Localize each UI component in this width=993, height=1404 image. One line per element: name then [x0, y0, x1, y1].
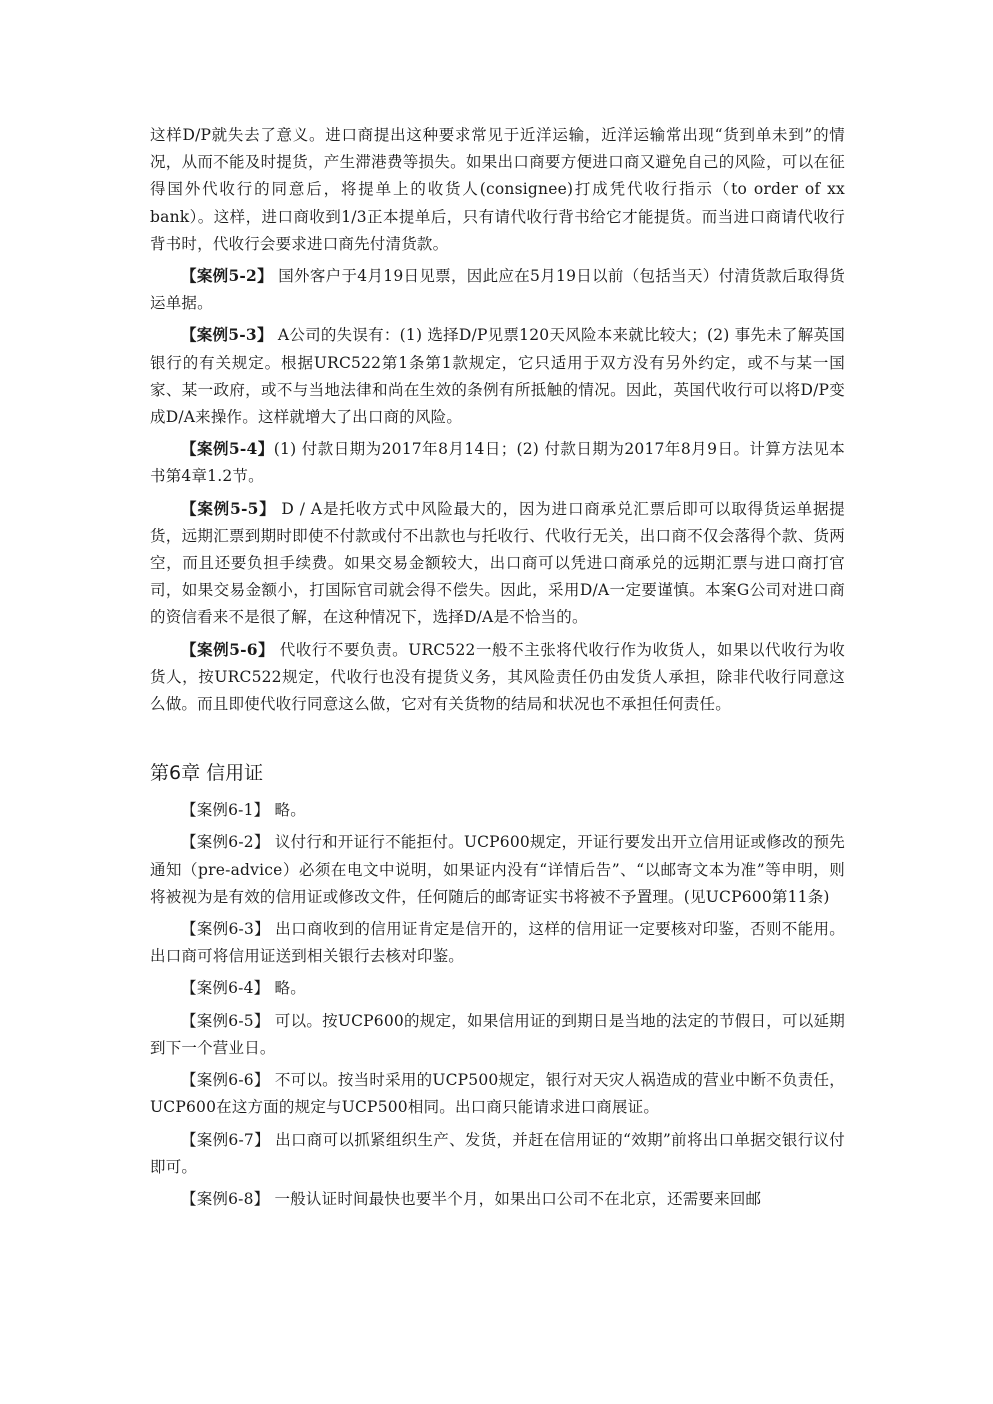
case-paragraph: [150, 435, 845, 490]
case-text: (1) 付款日期为2017年8月14日；(2) 付款日期为2017年8月9日。计算方法见本书第4章1.2节。: [150, 440, 845, 486]
case-label: 【案例6-3】: [181, 920, 271, 939]
case-paragraph: [150, 1008, 845, 1062]
case-label: 【案例6-6】: [181, 1071, 270, 1090]
chapter5-cases: [150, 262, 845, 718]
case-label: 【案例5-6】: [181, 639, 275, 659]
case-text: 代收行不要负责。URC522一般不主张将代收行作为收货人，如果以代收行为收货人，按URC522规定，代收行也没有提货义务，其风险责任仍由发货人承担，除非代收行同意这么做。而且即使代收行同意这么做，它对有关货物的结局和状况也不承担任何责任。: [150, 640, 845, 714]
case-paragraph: [150, 262, 845, 317]
case-text: 一般认证时间最快也要半个月，如果出口公司不在北京，还需要来回邮: [274, 1189, 762, 1208]
case-label: 【案例6-1】: [181, 801, 270, 820]
case-label: 【案例6-7】: [181, 1130, 270, 1149]
case-paragraph: [150, 636, 845, 719]
intro-paragraph: 这样D/P就失去了意义。进口商提出这种要求常见于近洋运输，近洋运输常出现“货到单未到”的情况，从而不能及时提货，产生滞港费等损失。如果出口商要方便进口商又避免自己的风险，可以在征得国外代收行的同意后，将提单上的收货人(consignee)打成凭代收行指示（to order of xx bank）。这样，进口商收到1/3正本提单后，只有请代收行背书给它才能提货。而当进口商请代收行背书时，代收行会要求进口商先付清货款。: [150, 126, 845, 253]
case-text: 国外客户于4月19日见票，因此应在5月19日以前（包括当天）付清货款后取得货运单据。: [150, 267, 845, 313]
case-paragraph: [150, 495, 845, 632]
case-text: A公司的失误有：(1) 选择D/P见票120天风险本来就比较大；(2) 事先未了解英国银行的有关规定。根据URC522第1条第1款规定，它只适用于双方没有另外约定，或不与某一国家、某一政府，或不与当地法律和尚在生效的条例有所抵触的情况。因此，英国代收行可以将D/P变成D/A来操作。这样就增大了出口商的风险。: [150, 326, 845, 427]
case-text: 出口商可以抓紧组织生产、发货，并赶在信用证的“效期”前将出口单据交银行议付即可。: [150, 1130, 845, 1176]
case-paragraph: [150, 321, 845, 431]
case-text: 议付行和开证行不能拒付。UCP600规定，开证行要发出开立信用证或修改的预先通知（pre-advice）必须在电文中说明，如果证内没有“详情后告”、“以邮寄文本为准”等申明，则将被视为是有效的信用证或修改文件，任何随后的邮寄证实书将被不予置理。(见UCP600第11条): [150, 833, 845, 906]
case-paragraph: [150, 829, 845, 911]
case-label: 【案例6-5】: [181, 1011, 270, 1030]
case-text: 出口商收到的信用证肯定是信开的，这样的信用证一定要核对印鉴，否则不能用。出口商可将信用证送到相关银行去核对印鉴。: [150, 920, 845, 966]
case-paragraph: [150, 797, 845, 824]
chapter6-section: [150, 758, 845, 1213]
case-text: 不可以。按当时采用的UCP500规定，银行对天灾人祸造成的营业中断不负责任，UCP600在这方面的规定与UCP500相同。出口商只能请求进口商展证。: [150, 1071, 845, 1117]
case-paragraph: [150, 1127, 845, 1181]
case-label: 【案例6-8】: [181, 1189, 270, 1208]
case-text: 可以。按UCP600的规定，如果信用证的到期日是当地的法定的节假日，可以延期到下一个营业日。: [150, 1011, 845, 1057]
case-label: 【案例5-2】: [181, 266, 273, 286]
case-label: 【案例5-4】: [181, 439, 274, 459]
case-label: 【案例5-5】: [181, 498, 276, 518]
case-text: 略。: [274, 979, 306, 998]
chapter-heading: 第6章 信用证: [150, 762, 264, 785]
case-label: 【案例6-4】: [181, 979, 270, 998]
case-text: D / A是托收方式中风险最大的，因为进口商承兑汇票后即可以取得货运单据提货，远期汇票到期时即使不付款或付不出款也与托收行、代收行无关，出口商不仅会落得个款、货两空，而且还要负担手续费。如果交易金额较大，出口商可以凭进口商承兑的远期汇票与进口商打官司，如果交易金额小，打国际官司就会得不偿失。因此，采用D/A一定要谨慎。本案G公司对进口商的资信看来不是很了解，在这种情况下，选择D/A是不恰当的。: [150, 499, 845, 627]
case-label: 【案例6-2】: [181, 833, 270, 852]
case-paragraph: [150, 1186, 845, 1213]
case-paragraph: [150, 916, 845, 970]
case-label: 【案例5-3】: [181, 325, 273, 345]
case-paragraph: [150, 975, 845, 1002]
document-page: [150, 122, 845, 1218]
case-text: 略。: [274, 801, 306, 820]
case-paragraph: [150, 1067, 845, 1121]
